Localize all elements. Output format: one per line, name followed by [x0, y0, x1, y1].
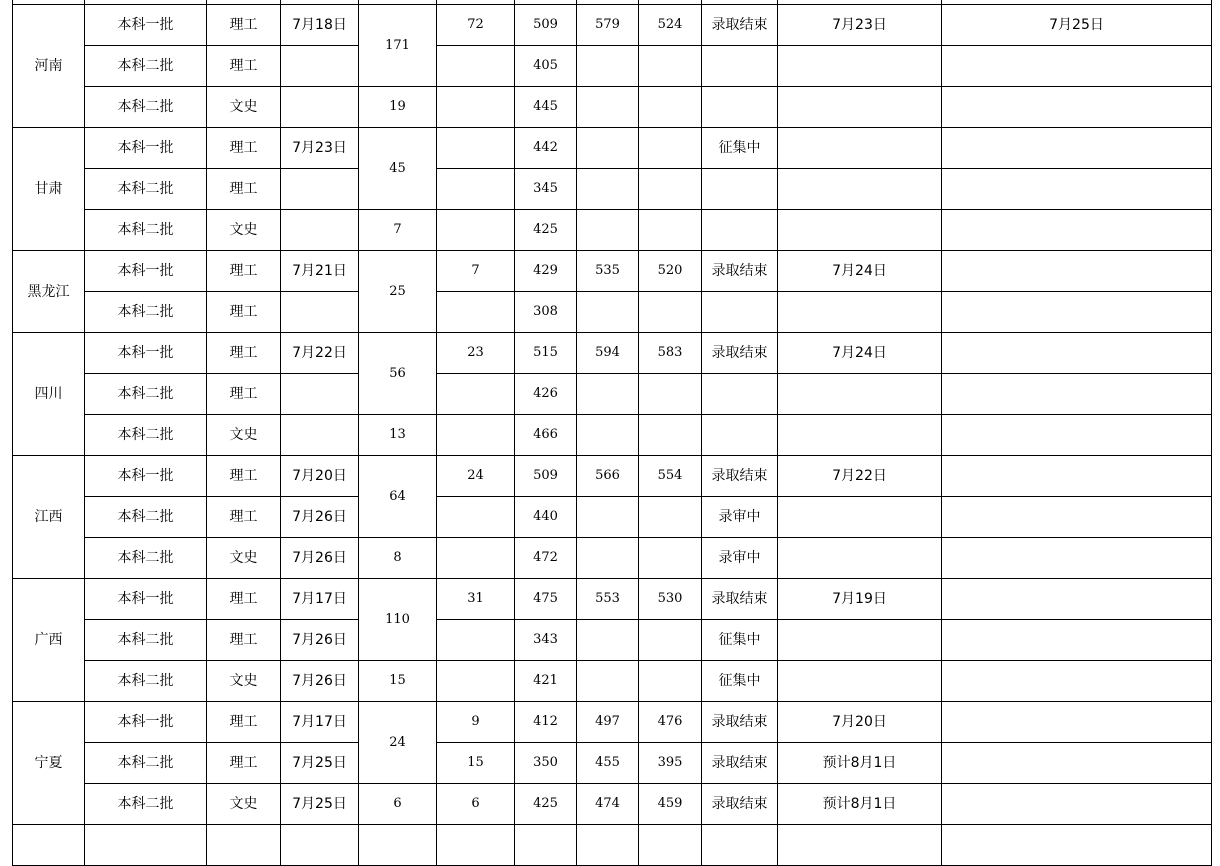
- lowest-score-cell: 530: [639, 579, 702, 620]
- batch-cell: 本科二批: [85, 87, 207, 128]
- lowest-score-cell: 524: [639, 5, 702, 46]
- lowest-score-cell: [639, 538, 702, 579]
- start-date-cell: 7月21日: [281, 251, 359, 292]
- admitted-count-cell: 24: [437, 456, 515, 497]
- admitted-count-cell: [437, 210, 515, 251]
- subject-cell: 理工: [207, 579, 281, 620]
- end-date-cell: [778, 374, 942, 415]
- start-date-cell: [281, 169, 359, 210]
- control-line-cell: 421: [515, 661, 577, 702]
- notice-date-cell: [942, 743, 1212, 784]
- batch-cell: 本科一批: [85, 456, 207, 497]
- end-date-cell: [778, 292, 942, 333]
- highest-score-cell: [577, 169, 639, 210]
- subject-cell: 文史: [207, 538, 281, 579]
- end-date-cell: [778, 87, 942, 128]
- end-date-cell: 预计8月1日: [778, 784, 942, 825]
- table-row: [13, 702, 1212, 743]
- end-date-cell: 7月24日: [778, 333, 942, 374]
- table-row: [13, 374, 1212, 415]
- notice-date-cell: [942, 784, 1212, 825]
- control-line-cell: 442: [515, 128, 577, 169]
- status-cell: 录审中: [702, 497, 778, 538]
- end-date-cell: [778, 825, 942, 866]
- subject-cell: 理工: [207, 128, 281, 169]
- notice-date-cell: [942, 374, 1212, 415]
- batch-cell: 本科二批: [85, 743, 207, 784]
- batch-cell: 本科一批: [85, 579, 207, 620]
- highest-score-cell: [577, 210, 639, 251]
- control-line-cell: 472: [515, 538, 577, 579]
- admitted-count-cell: 15: [437, 743, 515, 784]
- highest-score-cell: 566: [577, 456, 639, 497]
- subject-cell: 文史: [207, 784, 281, 825]
- control-line-cell: 466: [515, 415, 577, 456]
- status-cell: 录取结束: [702, 251, 778, 292]
- highest-score-cell: 497: [577, 702, 639, 743]
- subject-cell: [207, 825, 281, 866]
- end-date-cell: [778, 661, 942, 702]
- control-line-cell: 509: [515, 5, 577, 46]
- batch-cell: 本科一批: [85, 702, 207, 743]
- plan-count-cell: 45: [359, 128, 437, 210]
- plan-count-cell: 13: [359, 415, 437, 456]
- batch-cell: 本科二批: [85, 292, 207, 333]
- admitted-count-cell: [437, 538, 515, 579]
- end-date-cell: 7月23日: [778, 5, 942, 46]
- subject-cell: 文史: [207, 661, 281, 702]
- notice-date-cell: [942, 128, 1212, 169]
- plan-count-cell: 25: [359, 251, 437, 333]
- province-cell: [13, 825, 85, 866]
- lowest-score-cell: [639, 825, 702, 866]
- lowest-score-cell: [639, 292, 702, 333]
- control-line-cell: 412: [515, 702, 577, 743]
- batch-cell: 本科二批: [85, 169, 207, 210]
- start-date-cell: 7月22日: [281, 333, 359, 374]
- table-row: [13, 333, 1212, 374]
- admitted-count-cell: [437, 825, 515, 866]
- province-cell: 四川: [13, 333, 85, 456]
- subject-cell: 理工: [207, 374, 281, 415]
- table-row: [13, 497, 1212, 538]
- status-cell: [702, 825, 778, 866]
- subject-cell: 理工: [207, 456, 281, 497]
- notice-date-cell: [942, 620, 1212, 661]
- table-row: [13, 661, 1212, 702]
- batch-cell: 本科二批: [85, 620, 207, 661]
- admitted-count-cell: 72: [437, 5, 515, 46]
- notice-date-cell: [942, 251, 1212, 292]
- status-cell: [702, 46, 778, 87]
- subject-cell: 理工: [207, 333, 281, 374]
- admitted-count-cell: [437, 292, 515, 333]
- control-line-cell: 475: [515, 579, 577, 620]
- subject-cell: 理工: [207, 702, 281, 743]
- plan-count-cell: 64: [359, 456, 437, 538]
- end-date-cell: [778, 620, 942, 661]
- start-date-cell: [281, 292, 359, 333]
- province-cell: 江西: [13, 456, 85, 579]
- table-row: [13, 128, 1212, 169]
- subject-cell: 文史: [207, 210, 281, 251]
- subject-cell: 理工: [207, 5, 281, 46]
- batch-cell: 本科二批: [85, 415, 207, 456]
- table-row: [13, 743, 1212, 784]
- plan-count-cell: 24: [359, 702, 437, 784]
- plan-count-cell: 7: [359, 210, 437, 251]
- table-row: [13, 169, 1212, 210]
- start-date-cell: 7月26日: [281, 620, 359, 661]
- status-cell: 录取结束: [702, 743, 778, 784]
- start-date-cell: 7月23日: [281, 128, 359, 169]
- highest-score-cell: [577, 46, 639, 87]
- notice-date-cell: [942, 538, 1212, 579]
- lowest-score-cell: [639, 87, 702, 128]
- start-date-cell: 7月20日: [281, 456, 359, 497]
- status-cell: [702, 87, 778, 128]
- plan-count-cell: 15: [359, 661, 437, 702]
- start-date-cell: 7月25日: [281, 784, 359, 825]
- highest-score-cell: [577, 128, 639, 169]
- batch-cell: 本科二批: [85, 538, 207, 579]
- notice-date-cell: [942, 169, 1212, 210]
- lowest-score-cell: [639, 415, 702, 456]
- notice-date-cell: [942, 579, 1212, 620]
- province-cell: 广西: [13, 579, 85, 702]
- control-line-cell: 343: [515, 620, 577, 661]
- end-date-cell: 7月22日: [778, 456, 942, 497]
- notice-date-cell: [942, 333, 1212, 374]
- end-date-cell: 7月20日: [778, 702, 942, 743]
- province-cell: 河南: [13, 5, 85, 128]
- batch-cell: 本科一批: [85, 251, 207, 292]
- plan-count-cell: 56: [359, 333, 437, 415]
- end-date-cell: [778, 46, 942, 87]
- status-cell: [702, 292, 778, 333]
- status-cell: 录审中: [702, 538, 778, 579]
- admitted-count-cell: [437, 620, 515, 661]
- lowest-score-cell: 520: [639, 251, 702, 292]
- control-line-cell: 308: [515, 292, 577, 333]
- status-cell: 征集中: [702, 128, 778, 169]
- lowest-score-cell: [639, 46, 702, 87]
- subject-cell: 文史: [207, 87, 281, 128]
- status-cell: 录取结束: [702, 5, 778, 46]
- lowest-score-cell: [639, 210, 702, 251]
- lowest-score-cell: 583: [639, 333, 702, 374]
- notice-date-cell: [942, 661, 1212, 702]
- batch-cell: 本科二批: [85, 784, 207, 825]
- highest-score-cell: [577, 825, 639, 866]
- province-cell: 甘肃: [13, 128, 85, 251]
- end-date-cell: 7月24日: [778, 251, 942, 292]
- admission-table: [12, 0, 1212, 866]
- batch-cell: 本科一批: [85, 128, 207, 169]
- province-cell: 黑龙江: [13, 251, 85, 333]
- lowest-score-cell: [639, 169, 702, 210]
- subject-cell: 理工: [207, 292, 281, 333]
- notice-date-cell: [942, 415, 1212, 456]
- highest-score-cell: [577, 538, 639, 579]
- control-line-cell: 405: [515, 46, 577, 87]
- start-date-cell: [281, 46, 359, 87]
- start-date-cell: [281, 415, 359, 456]
- end-date-cell: [778, 497, 942, 538]
- control-line-cell: 445: [515, 87, 577, 128]
- batch-cell: 本科一批: [85, 5, 207, 46]
- end-date-cell: [778, 415, 942, 456]
- control-line-cell: 345: [515, 169, 577, 210]
- control-line-cell: 425: [515, 784, 577, 825]
- admitted-count-cell: 6: [437, 784, 515, 825]
- admitted-count-cell: [437, 415, 515, 456]
- admitted-count-cell: [437, 128, 515, 169]
- batch-cell: 本科二批: [85, 46, 207, 87]
- highest-score-cell: [577, 87, 639, 128]
- start-date-cell: [281, 210, 359, 251]
- status-cell: 录取结束: [702, 333, 778, 374]
- start-date-cell: [281, 87, 359, 128]
- end-date-cell: [778, 210, 942, 251]
- table-row: [13, 251, 1212, 292]
- highest-score-cell: 535: [577, 251, 639, 292]
- status-cell: [702, 169, 778, 210]
- table-row: [13, 87, 1212, 128]
- notice-date-cell: [942, 292, 1212, 333]
- admitted-count-cell: [437, 661, 515, 702]
- start-date-cell: [281, 374, 359, 415]
- table-row: [13, 292, 1212, 333]
- start-date-cell: 7月18日: [281, 5, 359, 46]
- notice-date-cell: [942, 46, 1212, 87]
- table-row: [13, 620, 1212, 661]
- start-date-cell: 7月26日: [281, 497, 359, 538]
- status-cell: 录取结束: [702, 784, 778, 825]
- admitted-count-cell: 23: [437, 333, 515, 374]
- control-line-cell: [515, 825, 577, 866]
- status-cell: 录取结束: [702, 579, 778, 620]
- table-row: [13, 825, 1212, 866]
- admitted-count-cell: [437, 497, 515, 538]
- control-line-cell: 429: [515, 251, 577, 292]
- table-row: [13, 456, 1212, 497]
- admitted-count-cell: [437, 87, 515, 128]
- highest-score-cell: 594: [577, 333, 639, 374]
- subject-cell: 理工: [207, 251, 281, 292]
- batch-cell: 本科二批: [85, 374, 207, 415]
- highest-score-cell: [577, 292, 639, 333]
- notice-date-cell: 7月25日: [942, 5, 1212, 46]
- notice-date-cell: [942, 825, 1212, 866]
- lowest-score-cell: [639, 497, 702, 538]
- plan-count-cell: 8: [359, 538, 437, 579]
- highest-score-cell: 579: [577, 5, 639, 46]
- batch-cell: [85, 825, 207, 866]
- control-line-cell: 440: [515, 497, 577, 538]
- lowest-score-cell: [639, 128, 702, 169]
- start-date-cell: [281, 825, 359, 866]
- batch-cell: 本科二批: [85, 210, 207, 251]
- subject-cell: 理工: [207, 169, 281, 210]
- notice-date-cell: [942, 702, 1212, 743]
- highest-score-cell: 474: [577, 784, 639, 825]
- admitted-count-cell: 9: [437, 702, 515, 743]
- admitted-count-cell: [437, 46, 515, 87]
- start-date-cell: 7月17日: [281, 702, 359, 743]
- admitted-count-cell: [437, 374, 515, 415]
- lowest-score-cell: 476: [639, 702, 702, 743]
- highest-score-cell: [577, 415, 639, 456]
- admission-table-body: [13, 0, 1212, 866]
- plan-count-cell: [359, 825, 437, 866]
- plan-count-cell: 19: [359, 87, 437, 128]
- highest-score-cell: 553: [577, 579, 639, 620]
- start-date-cell: 7月17日: [281, 579, 359, 620]
- table-row: [13, 46, 1212, 87]
- control-line-cell: 509: [515, 456, 577, 497]
- lowest-score-cell: 459: [639, 784, 702, 825]
- start-date-cell: 7月26日: [281, 538, 359, 579]
- status-cell: 征集中: [702, 620, 778, 661]
- control-line-cell: 350: [515, 743, 577, 784]
- batch-cell: 本科二批: [85, 661, 207, 702]
- plan-count-cell: 6: [359, 784, 437, 825]
- status-cell: [702, 210, 778, 251]
- admitted-count-cell: [437, 169, 515, 210]
- plan-count-cell: 110: [359, 579, 437, 661]
- admitted-count-cell: 7: [437, 251, 515, 292]
- notice-date-cell: [942, 456, 1212, 497]
- batch-cell: 本科一批: [85, 333, 207, 374]
- subject-cell: 理工: [207, 46, 281, 87]
- table-row: [13, 538, 1212, 579]
- lowest-score-cell: [639, 620, 702, 661]
- end-date-cell: 7月19日: [778, 579, 942, 620]
- control-line-cell: 425: [515, 210, 577, 251]
- control-line-cell: 426: [515, 374, 577, 415]
- end-date-cell: [778, 128, 942, 169]
- status-cell: [702, 374, 778, 415]
- highest-score-cell: [577, 374, 639, 415]
- end-date-cell: [778, 538, 942, 579]
- highest-score-cell: [577, 620, 639, 661]
- table-row: [13, 210, 1212, 251]
- highest-score-cell: 455: [577, 743, 639, 784]
- start-date-cell: 7月26日: [281, 661, 359, 702]
- status-cell: [702, 415, 778, 456]
- province-cell: 宁夏: [13, 702, 85, 825]
- plan-count-cell: 171: [359, 5, 437, 87]
- table-row: [13, 579, 1212, 620]
- admitted-count-cell: 31: [437, 579, 515, 620]
- batch-cell: 本科二批: [85, 497, 207, 538]
- control-line-cell: 515: [515, 333, 577, 374]
- table-row: [13, 5, 1212, 46]
- end-date-cell: 预计8月1日: [778, 743, 942, 784]
- status-cell: 录取结束: [702, 702, 778, 743]
- lowest-score-cell: 395: [639, 743, 702, 784]
- notice-date-cell: [942, 210, 1212, 251]
- table-row: [13, 415, 1212, 456]
- subject-cell: 理工: [207, 743, 281, 784]
- status-cell: 录取结束: [702, 456, 778, 497]
- highest-score-cell: [577, 497, 639, 538]
- status-cell: 征集中: [702, 661, 778, 702]
- subject-cell: 理工: [207, 497, 281, 538]
- subject-cell: 理工: [207, 620, 281, 661]
- lowest-score-cell: [639, 661, 702, 702]
- notice-date-cell: [942, 87, 1212, 128]
- lowest-score-cell: [639, 374, 702, 415]
- highest-score-cell: [577, 661, 639, 702]
- table-row: [13, 784, 1212, 825]
- end-date-cell: [778, 169, 942, 210]
- subject-cell: 文史: [207, 415, 281, 456]
- lowest-score-cell: 554: [639, 456, 702, 497]
- start-date-cell: 7月25日: [281, 743, 359, 784]
- notice-date-cell: [942, 497, 1212, 538]
